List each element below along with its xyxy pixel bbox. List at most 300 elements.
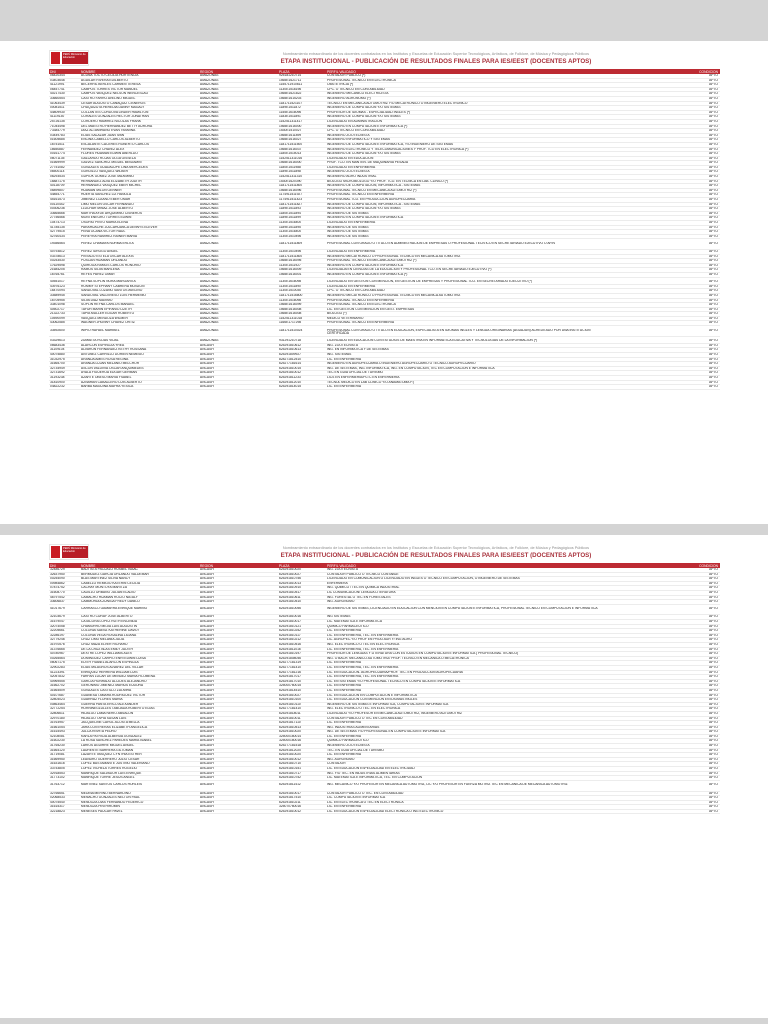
nombre-cell: MARTINEZ SANTOS CARLOS HORLEIS	[80, 783, 199, 791]
dni-cell: 40107687	[49, 693, 80, 698]
plaza-cell: 325000160016	[278, 739, 326, 744]
plaza-cell: 625291810151	[278, 767, 326, 772]
region-cell: ANCASH	[199, 366, 278, 371]
region-cell: ANCASH	[199, 607, 278, 615]
perfil-cell: LIC. EN ENFERMERÍA	[326, 385, 605, 390]
perfil-cell: LIC. COMPUTACIÓN E INFORMÁTICA	[326, 796, 605, 801]
nombre-cell: JIMENEZ LOZANO EBER OMAR	[80, 198, 199, 203]
perfil-cell: INGENIERO EN COMPUTACIÓN E INFORMÁTICA (*)	[326, 273, 605, 278]
dni-cell: 42760434	[49, 234, 80, 239]
plaza-cell: 625291817010	[278, 679, 326, 684]
condicion-cell: APTO	[605, 739, 720, 744]
perfil-cell: ING. MECÁNICO Y/O PROFESOR EN MECÁNICA AUTOMOTRIZ, LIC Y/O PROFESOR EN FUERZA MOTRIZ TEC EN MECÁNICA DE MECÁNICA AUTOMOTRIZ	[326, 783, 605, 791]
region-cell: ANCASH	[199, 348, 278, 353]
perfil-cell: ING SISTEMAS	[326, 615, 605, 620]
region-cell: ANCASH	[199, 707, 278, 712]
dni-cell: 31719081	[49, 753, 80, 758]
table-row	[49, 783, 720, 791]
nombre-cell: CASTRO CURAY JOSE ALBERTO	[80, 615, 199, 620]
perfil-cell: LIC. EN ENFERMERÍA	[326, 721, 605, 726]
region-cell: AMAZONAS	[199, 101, 278, 106]
document-page-1	[0, 41, 768, 524]
nombre-cell: WIPIO RAFAEL MARIBEL	[80, 329, 199, 337]
perfil-cell: ING. ZOOTECNISTA	[326, 343, 605, 348]
perfil-cell: LIC. EN EDUCACIÓN ESPECIALIDAD EN ELECTRICIDAD	[326, 767, 605, 772]
table-row	[49, 242, 720, 250]
perfil-cell: LICENCIADO EN EDUCACIÓN CON ESTUDIOS DE MAESTRÍA EN INFORMÁTICA EDUCATIVA Y TECNOLOGÍAS DE LA INFORMACIÓN (*)	[326, 339, 605, 343]
nombre-cell: BAUTISTA PACUALO RUSBEL ISAAC	[80, 568, 199, 572]
dni-cell: 31661054	[49, 725, 80, 730]
plaza-cell: 1530E1510027	[278, 129, 326, 134]
dni-cell: 31914957	[49, 721, 80, 726]
condicion-cell: APTO	[605, 119, 720, 124]
plaza-cell: 1565E1616000	[278, 161, 326, 166]
condicion-cell: APTO	[605, 280, 720, 284]
perfil-cell: LICENCIADO EN EDUCACIÓN	[326, 156, 605, 161]
plaza-cell: 1130E1516400	[278, 221, 326, 226]
condicion-cell: APTO	[605, 796, 720, 801]
perfil-cell: LICENCIADO EN ENFERMERÍA	[326, 250, 605, 255]
perfil-cell: INGENIERO DE SISTEMAS	[326, 225, 605, 230]
nombre-cell: MANRIQUE TORRE JESUS ANGEL	[80, 776, 199, 781]
region-cell: AMAZONAS	[199, 184, 278, 189]
perfil-cell: ING. DE SISTEMAS Y/O PROFESIONAL EN COMPUTACIÓN E INFORMÁTICA	[326, 730, 605, 735]
perfil-cell: ING. ZOOTECNISTA	[326, 568, 605, 572]
condicion-cell: APTO	[605, 371, 720, 376]
condicion-cell: APTO	[605, 767, 720, 772]
dni-cell: 32103679	[49, 615, 80, 620]
perfil-cell: ING. O BACH. MECÁNICO AUTOMOTRIZ/ PROF. TÉCNICO EN MECÁNICA O MECATRÓNICA	[326, 656, 605, 661]
condicion-cell: APTO	[605, 620, 720, 625]
perfil-cell: INGENIERO ZOOTECNISTA	[326, 133, 605, 138]
dni-cell: 41119130	[49, 115, 80, 120]
nombre-cell: GONZALES CASTILLO ZULMIRA	[80, 688, 199, 693]
condicion-cell: APTO	[605, 230, 720, 235]
nombre-cell: DEL MAESTRO HERNANDEZ BETTY AURORA	[80, 124, 199, 129]
nombre-cell: CAMPOS TORRES VICTOR MANUEL	[80, 87, 199, 92]
plaza-cell: 1189E1511899	[278, 216, 326, 221]
nombre-cell: ANTUNEZ CARRILLO DORIEN NEMESIO	[80, 353, 199, 358]
condicion-cell: APTO	[605, 633, 720, 638]
column-header-region: REGION	[199, 69, 278, 74]
dni-cell: 00110442	[49, 202, 80, 207]
nombre-cell: PARAHUACHE JULCAHUANCA DENNYS ELEVER	[80, 225, 199, 230]
nombre-cell: ENRIQUEZ HERRERA WILLIAM LUIS	[80, 670, 199, 675]
dni-cell: 32902283	[49, 665, 80, 670]
perfil-cell: LIC. EN ENFERMERÍA	[326, 805, 605, 810]
nombre-cell: COLONIA SAENZ KATHERINE DAVILY	[80, 629, 199, 634]
dni-cell: 42108081	[49, 734, 80, 739]
condicion-cell: APTO	[605, 268, 720, 273]
plaza-cell: 625291810612	[278, 343, 326, 348]
plaza-cell: 1565E1621711	[278, 78, 326, 83]
dni-cell: 32074058	[49, 624, 80, 629]
column-header-condicion: CONDICION	[605, 563, 720, 568]
plaza-cell: 1130E1510496	[278, 250, 326, 255]
condicion-cell: APTO	[605, 96, 720, 101]
region-cell: ANCASH	[199, 698, 278, 703]
region-cell: AMAZONAS	[199, 133, 278, 138]
nombre-cell: MENESES PAUCAR PAVEL	[80, 809, 199, 814]
perfil-cell: INGENIERO DE COMPUTACIÓN Y/O SISTEMAS	[326, 115, 605, 120]
nombre-cell: JULCA RISHTA PEDRO	[80, 730, 199, 735]
plaza-cell: 1565E1615203	[278, 96, 326, 101]
plaza-cell: 625291810016	[278, 615, 326, 620]
condicion-cell: APTO	[605, 711, 720, 716]
dni-cell: 00265564	[49, 656, 80, 661]
nombre-cell: CAMMORDIA ZUÑIGA FREDY DANILO	[80, 600, 199, 605]
dni-cell: 41063439	[49, 101, 80, 106]
dni-cell: 06683436	[49, 343, 80, 348]
perfil-cell: LIC. EN ENFERMERÍA	[326, 357, 605, 362]
region-cell: AMAZONAS	[199, 96, 278, 101]
condicion-cell: APTO	[605, 783, 720, 791]
table-body	[49, 74, 720, 389]
plaza-cell: 1565E1616009	[278, 268, 326, 273]
nombre-cell: VASQUEZ MENDOZA WILMER	[80, 316, 199, 321]
region-cell: ANCASH	[199, 638, 278, 643]
nombre-cell: ACUÑA TOCTO CECILIA HORTENCIA	[80, 74, 199, 78]
condicion-cell: APTO	[605, 716, 720, 721]
plaza-cell: 625291810910	[278, 586, 326, 591]
condicion-cell: APTO	[605, 702, 720, 707]
perfil-cell: ENFERMERA	[326, 581, 605, 586]
plaza-cell: 1174911511423	[278, 198, 326, 203]
plaza-cell: 1181711511827	[278, 202, 326, 207]
perfil-cell: INGENIERO AGRÓNOMO (*)	[326, 96, 605, 101]
nombre-cell: FERNANDEZ CHAVEZ ALEX	[80, 147, 199, 152]
perfil-cell: INGENIERO EN COMPUTACIÓN E INFORMÁTICA	[326, 263, 605, 268]
plaza-cell: 1565E1611899	[278, 133, 326, 138]
plaza-cell: 625291810020	[278, 568, 326, 572]
ministry-logo	[49, 544, 89, 560]
region-cell: AMAZONAS	[199, 289, 278, 294]
condicion-cell: APTO	[605, 101, 720, 106]
page-subtitle: Nombramiento extraordinario de los docentes contratados en los Institutos y Escuelas de Educación Superior Tecnológicos, Artísticos, de Folklore, de Música y Pedagógicos Públicos	[282, 52, 590, 56]
plaza-cell: 625291812020	[278, 748, 326, 753]
region-cell: ANCASH	[199, 783, 278, 791]
perfil-cell: TÉCNOL MÉDICO EN LAB CLÍNICO Y/O ANAMATOMA P.)	[326, 380, 605, 385]
nombre-cell: LA ROSA SANCHEZ PAREDES MARIA ISABEL	[80, 739, 199, 744]
nombre-cell: SANDOVAL LOZANO SANTOS AVELINO	[80, 289, 199, 294]
dni-cell: 32806611	[49, 711, 80, 716]
dni-cell: 33660554	[49, 96, 80, 101]
nombre-cell: CESAR AUGUSTO CANAQUIZ CISNEROS	[80, 101, 199, 106]
condicion-cell: APTO	[605, 757, 720, 762]
condicion-cell: APTO	[605, 647, 720, 652]
nombre-cell: ESCALANTE CACERES ROBERTO CARLOS	[80, 142, 199, 147]
perfil-cell: INGENIERO DE COMPUTACIÓN, INFORMÁTICA - SISTEMAS	[326, 184, 605, 189]
region-cell: ANCASH	[199, 771, 278, 776]
plaza-cell: 325000760015	[278, 684, 326, 689]
column-header-dni: DNI	[49, 563, 80, 568]
dni-cell: 32486729	[49, 568, 80, 572]
plaza-cell: 1152511311016	[278, 156, 326, 161]
condicion-cell: APTO	[605, 193, 720, 198]
condicion-cell: APTO	[605, 629, 720, 634]
region-cell: AMAZONAS	[199, 119, 278, 124]
plaza-cell: 625291810717	[278, 771, 326, 776]
dni-cell: 25726135	[49, 119, 80, 124]
dni-cell: 43976123	[49, 284, 80, 289]
perfil-cell: LIC. EN ELECTRÓNICA O TEC EN ELECTRÓNICA	[326, 800, 605, 805]
perfil-cell: ING. ELECTRÓNICO O TEC. EN ELECTRÓNICA	[326, 707, 605, 712]
condicion-cell: APTO	[605, 83, 720, 88]
plaza-cell: 625291810611	[278, 595, 326, 600]
condicion-cell: APTO	[605, 293, 720, 298]
page-subtitle: Nombramiento extraordinario de los docentes contratados en los Institutos y Escuelas de Educación Superior Tecnológicos, Artísticos, de Folklore, de Música y Pedagógicos Públicos	[282, 546, 590, 550]
nombre-cell: PEREYRA RAMIREZ RAINER MARIA	[80, 234, 199, 239]
plaza-cell: 625291810100	[278, 698, 326, 703]
page-title: ETAPA INSTITUCIONAL - PUBLICACIÓN DE RESULTADOS FINALES PARA IES/EEST (DOCENTES APTOS)	[280, 552, 592, 559]
condicion-cell: APTO	[605, 211, 720, 216]
perfil-cell: INGENIERO ELECTRÓNICO Y TELECOMUNICACIONES Y PROF. TCO EN ELECTRÓNICA (*)	[326, 147, 605, 152]
region-cell: ANCASH	[199, 357, 278, 362]
condicion-cell: APTO	[605, 753, 720, 758]
dni-cell: 31970576	[49, 643, 80, 648]
condicion-cell: APTO	[605, 225, 720, 230]
plaza-cell: 625291817017	[278, 675, 326, 680]
condicion-cell: APTO	[605, 688, 720, 693]
condicion-cell: APTO	[605, 298, 720, 303]
region-cell: ANCASH	[199, 670, 278, 675]
results-table	[49, 563, 720, 814]
dni-cell: 32804023	[49, 698, 80, 703]
condicion-cell: APTO	[605, 152, 720, 157]
dni-cell: 40793812	[49, 250, 80, 255]
perfil-cell: LICENCIADO EN ENFERMERÍA	[326, 221, 605, 226]
plaza-cell: 1152511311018	[278, 316, 326, 321]
nombre-cell: SANDOVAL VALDIVIESO LOIS HERMENIO	[80, 293, 199, 298]
region-cell: ANCASH	[199, 343, 278, 348]
plaza-cell: 1565E1616099	[278, 303, 326, 308]
page-header	[0, 535, 768, 562]
plaza-cell: 625291812010	[278, 380, 326, 385]
dni-cell: 16470094	[49, 289, 80, 294]
plaza-cell: 1565E1616095	[278, 259, 326, 264]
condicion-cell: APTO	[605, 303, 720, 308]
perfil-cell: LICENCIADO EN COMUNICACIÓN O LICENCIADO EN INGLÉS O TÉCNICO EN COMPUTACIÓN, O INGENIERO DE SISTEMAS	[326, 577, 605, 582]
condicion-cell: APTO	[605, 656, 720, 661]
nombre-cell: CARRASCO GAMARRA ENRIQUE MARINO	[80, 607, 199, 615]
nombre-cell: DE LA CRUZ BLAS EMILY JUDITH	[80, 647, 199, 652]
nombre-cell: AZNARAN CABALLERO LUIS ALBERTO	[80, 380, 199, 385]
condicion-cell: APTO	[605, 339, 720, 343]
plaza-cell: 625291808046	[278, 656, 326, 661]
condicion-cell: APTO	[605, 771, 720, 776]
dni-cell: 06293534	[49, 175, 80, 180]
plaza-cell: 625291814510	[278, 688, 326, 693]
nombre-cell: HIDALGO LAMA NERIO ABSALON	[80, 711, 199, 716]
dni-cell: 40502717	[49, 307, 80, 312]
peru-crest-icon	[51, 546, 60, 558]
condicion-cell: APTO	[605, 679, 720, 684]
perfil-cell: INGENIERO ZOOTECNISTA	[326, 744, 605, 749]
ministry-logo-text: PERÚ Ministerio de Educación	[62, 52, 88, 64]
dni-cell: 44809930	[49, 110, 80, 115]
region-cell: ANCASH	[199, 675, 278, 680]
plaza-cell: 1183E1511891	[278, 115, 326, 120]
dni-cell: 10474713	[49, 221, 80, 226]
nombre-cell: CRUZ LIMO MELANIA JULIA	[80, 638, 199, 643]
plaza-cell: 625291810710	[278, 762, 326, 767]
perfil-cell: INGENIERO MECATRÓNICO O PROFESIONAL TÉCNICO EN MECÁNICA AUTOMOTRIZ	[326, 293, 605, 298]
nombre-cell: ELIAS SALAZAR JUAN IVAN	[80, 133, 199, 138]
perfil-cell: LIC. EN EDUCACIÓN- AGROPECUARIA/PROF. TEC. EN PRODUCCIÓN AGROPECUARIA	[326, 670, 605, 675]
region-cell: AMAZONAS	[199, 329, 278, 337]
nombre-cell: MONTENEGRO TORRES EDWIN	[80, 216, 199, 221]
condicion-cell: APTO	[605, 343, 720, 348]
condicion-cell: APTO	[605, 376, 720, 381]
condicion-cell: APTO	[605, 353, 720, 358]
plaza-cell: 1189E1511895	[278, 225, 326, 230]
region-cell: AMAZONAS	[199, 193, 278, 198]
region-cell: ANCASH	[199, 725, 278, 730]
plaza-cell: 1130E1518196	[278, 87, 326, 92]
perfil-cell: ING. DE SISTEMAS, ING. INFORMÁTICA, ING. EN COMPUTACIÓN, TEC EN COMPUTACIÓN E INFORMÁTICA	[326, 366, 605, 371]
region-cell: AMAZONAS	[199, 263, 278, 268]
plaza-cell: 1130E1511890	[278, 284, 326, 289]
perfil-cell: CONTADOR PÚBLICO O TEC EN CONTABILIDAD	[326, 716, 605, 721]
region-cell: ANCASH	[199, 776, 278, 781]
table-body	[49, 568, 720, 814]
nombre-cell: LARIOS AGUIRRE MIGUEL ANGEL	[80, 744, 199, 749]
dni-cell: 31665700	[49, 362, 80, 367]
condicion-cell: APTO	[605, 577, 720, 582]
dni-cell: 31773102	[49, 776, 80, 781]
nombre-cell: CORALES GONZALES HECTOR JONATHAN	[80, 115, 199, 120]
plaza-cell: 1180E1515013	[278, 152, 326, 157]
perfil-cell: INGENIERO MECATRÓNICO O PROFESIONAL TÉCNICO EN MECÁNICA AUTOMOTRIZ	[326, 254, 605, 259]
region-cell: ANCASH	[199, 586, 278, 591]
plaza-cell: 625291810015	[278, 366, 326, 371]
perfil-cell: LIC. MATEMÁTICA E INFORMÁTICA	[326, 620, 605, 625]
nombre-cell: MENDOZA DIAS FERNANDO FEDERICO	[80, 800, 199, 805]
nombre-cell: CACHAY MONTOYA MARITZA	[80, 586, 199, 591]
region-cell: ANCASH	[199, 744, 278, 749]
plaza-cell: 1130E1510496	[278, 234, 326, 239]
document-page-2	[0, 535, 768, 1018]
condicion-cell: APTO	[605, 263, 720, 268]
dni-cell: 32731692	[49, 371, 80, 376]
dni-cell: 03403646	[49, 78, 80, 83]
nombre-cell: PEREZ IDROGO ANGEL	[80, 250, 199, 255]
dni-cell: 33665666	[49, 211, 80, 216]
plaza-cell: 625291810013	[278, 581, 326, 586]
region-cell: AMAZONAS	[199, 339, 278, 343]
nombre-cell: MEDINA MERINO BERNARDINO	[80, 791, 199, 796]
nombre-cell: HERNANDEZ ALVA ELIZABETH JUDITH	[80, 179, 199, 184]
condicion-cell: APTO	[605, 638, 720, 643]
nombre-cell: DEXTRE LOPEZ WILLIAMS ALEX	[80, 652, 199, 657]
plaza-cell: 625291811412	[278, 783, 326, 791]
dni-cell: 32637950	[49, 572, 80, 577]
region-cell: AMAZONAS	[199, 124, 278, 129]
condicion-cell: APTO	[605, 362, 720, 367]
nombre-cell: PEREZ CHAMAYA NORMA ERLITA	[80, 242, 199, 250]
nombre-cell: GUARRAZ FLORES MARIA	[80, 698, 199, 703]
perfil-cell: LICENCIADA EN CIENCIAS DE LA EDUCACIÓN Y PROFESIONAL TCO. EN SECRETARIADO EJECUTIVO (*)	[326, 268, 605, 273]
perfil-cell: TEC EN GUÍA OFICIAL DE TURISMO	[326, 371, 605, 376]
dni-cell: 40118709	[49, 184, 80, 189]
dni-cell: 31763712	[49, 783, 80, 791]
dni-cell: 31193238	[49, 376, 80, 381]
region-cell: AMAZONAS	[199, 198, 278, 203]
nombre-cell: ROMMY STEPHANY CABRERA MONZON	[80, 284, 199, 289]
nombre-cell: GALVEZ SANCHEZ MIGUEL BENJAMIN	[80, 161, 199, 166]
perfil-cell: INGENIERO EN COMPUTACIÓN E INFORMÁTICA (*)	[326, 124, 605, 129]
plaza-cell: 1180E1511894	[278, 211, 326, 216]
dni-cell: 16751511	[49, 142, 80, 147]
region-cell: ANCASH	[199, 620, 278, 625]
nombre-cell: AGUILAR RIVERA EDILBERTO	[80, 78, 199, 83]
dni-cell: 41223391	[49, 670, 80, 675]
nombre-cell: PINTADO ESTELA OSCAR ALEXIS	[80, 254, 199, 259]
plaza-cell: 1181711511809	[278, 242, 326, 250]
plaza-cell: 1180E1511988	[278, 165, 326, 170]
plaza-cell: 625291810752	[278, 776, 326, 781]
region-cell: ANCASH	[199, 572, 278, 577]
region-cell: ANCASH	[199, 581, 278, 586]
region-cell: AMAZONAS	[199, 83, 278, 88]
condicion-cell: APTO	[605, 321, 720, 326]
condicion-cell: APTO	[605, 725, 720, 730]
nombre-cell: PEÑA OCAÑA VICTOR RAUL	[80, 230, 199, 235]
perfil-cell: LICENCIADO EN ENFERMERÍA	[326, 284, 605, 289]
dni-cell: 16650887	[49, 147, 80, 152]
plaza-cell: 625291811016	[278, 647, 326, 652]
region-cell: AMAZONAS	[199, 92, 278, 97]
condicion-cell: APTO	[605, 259, 720, 264]
table-row	[49, 809, 720, 814]
condicion-cell: APTO	[605, 138, 720, 143]
region-cell: ANCASH	[199, 656, 278, 661]
condicion-cell: APTO	[605, 366, 720, 371]
perfil-cell: ING. ELECTRÓNICO O TEC EN ELECTRÓNICA	[326, 643, 605, 648]
nombre-cell: DIAZ ALTAMIRANO EVAN YASMINA	[80, 129, 199, 134]
region-cell: ANCASH	[199, 568, 278, 572]
condicion-cell: APTO	[605, 289, 720, 294]
nombre-cell: GUPIOK GOMEZ JOSE MAXIMINO	[80, 175, 199, 180]
dni-cell: 32734949	[49, 366, 80, 371]
plaza-cell: 1130E1516400	[278, 230, 326, 235]
perfil-cell: BIÓLOGO (*)	[326, 312, 605, 317]
condicion-cell: APTO	[605, 600, 720, 605]
plaza-cell: 1189E1511898	[278, 170, 326, 175]
plaza-cell: 325070760016	[278, 805, 326, 810]
plaza-cell: 1152511311417	[278, 119, 326, 124]
perfil-cell: LIC. EN ENFERMERÍA	[326, 734, 605, 739]
dni-cell: 33606837	[49, 600, 80, 605]
region-cell: ANCASH	[199, 376, 278, 381]
dni-cell: 33589945	[49, 293, 80, 298]
plaza-cell: 925181210714	[278, 74, 326, 78]
perfil-cell: CONTADOR PÚBLICO O TÉCNICO CONTABLE	[326, 572, 605, 577]
perfil-cell: PROFESIONAL TÉCNICO EN ENFERMERÍA	[326, 193, 605, 198]
plaza-cell: 625291810012	[278, 371, 326, 376]
plaza-cell: 1565E1621822	[278, 92, 326, 97]
condicion-cell: APTO	[605, 568, 720, 572]
region-cell: AMAZONAS	[199, 207, 278, 212]
dni-cell: 07874752	[49, 586, 80, 591]
dni-cell: 31032975	[49, 357, 80, 362]
nombre-cell: GALLARDO ROJAS OLGA GISSELA	[80, 156, 199, 161]
condicion-cell: APTO	[605, 665, 720, 670]
nombre-cell: WAGNER JHONNY CHAVEZ ORTIZ	[80, 321, 199, 326]
dni-cell: 00253530	[49, 259, 80, 264]
region-cell: AMAZONAS	[199, 216, 278, 221]
perfil-cell: ING. EN INFORMÁTICA Y DE SISTEMAS	[326, 348, 605, 353]
